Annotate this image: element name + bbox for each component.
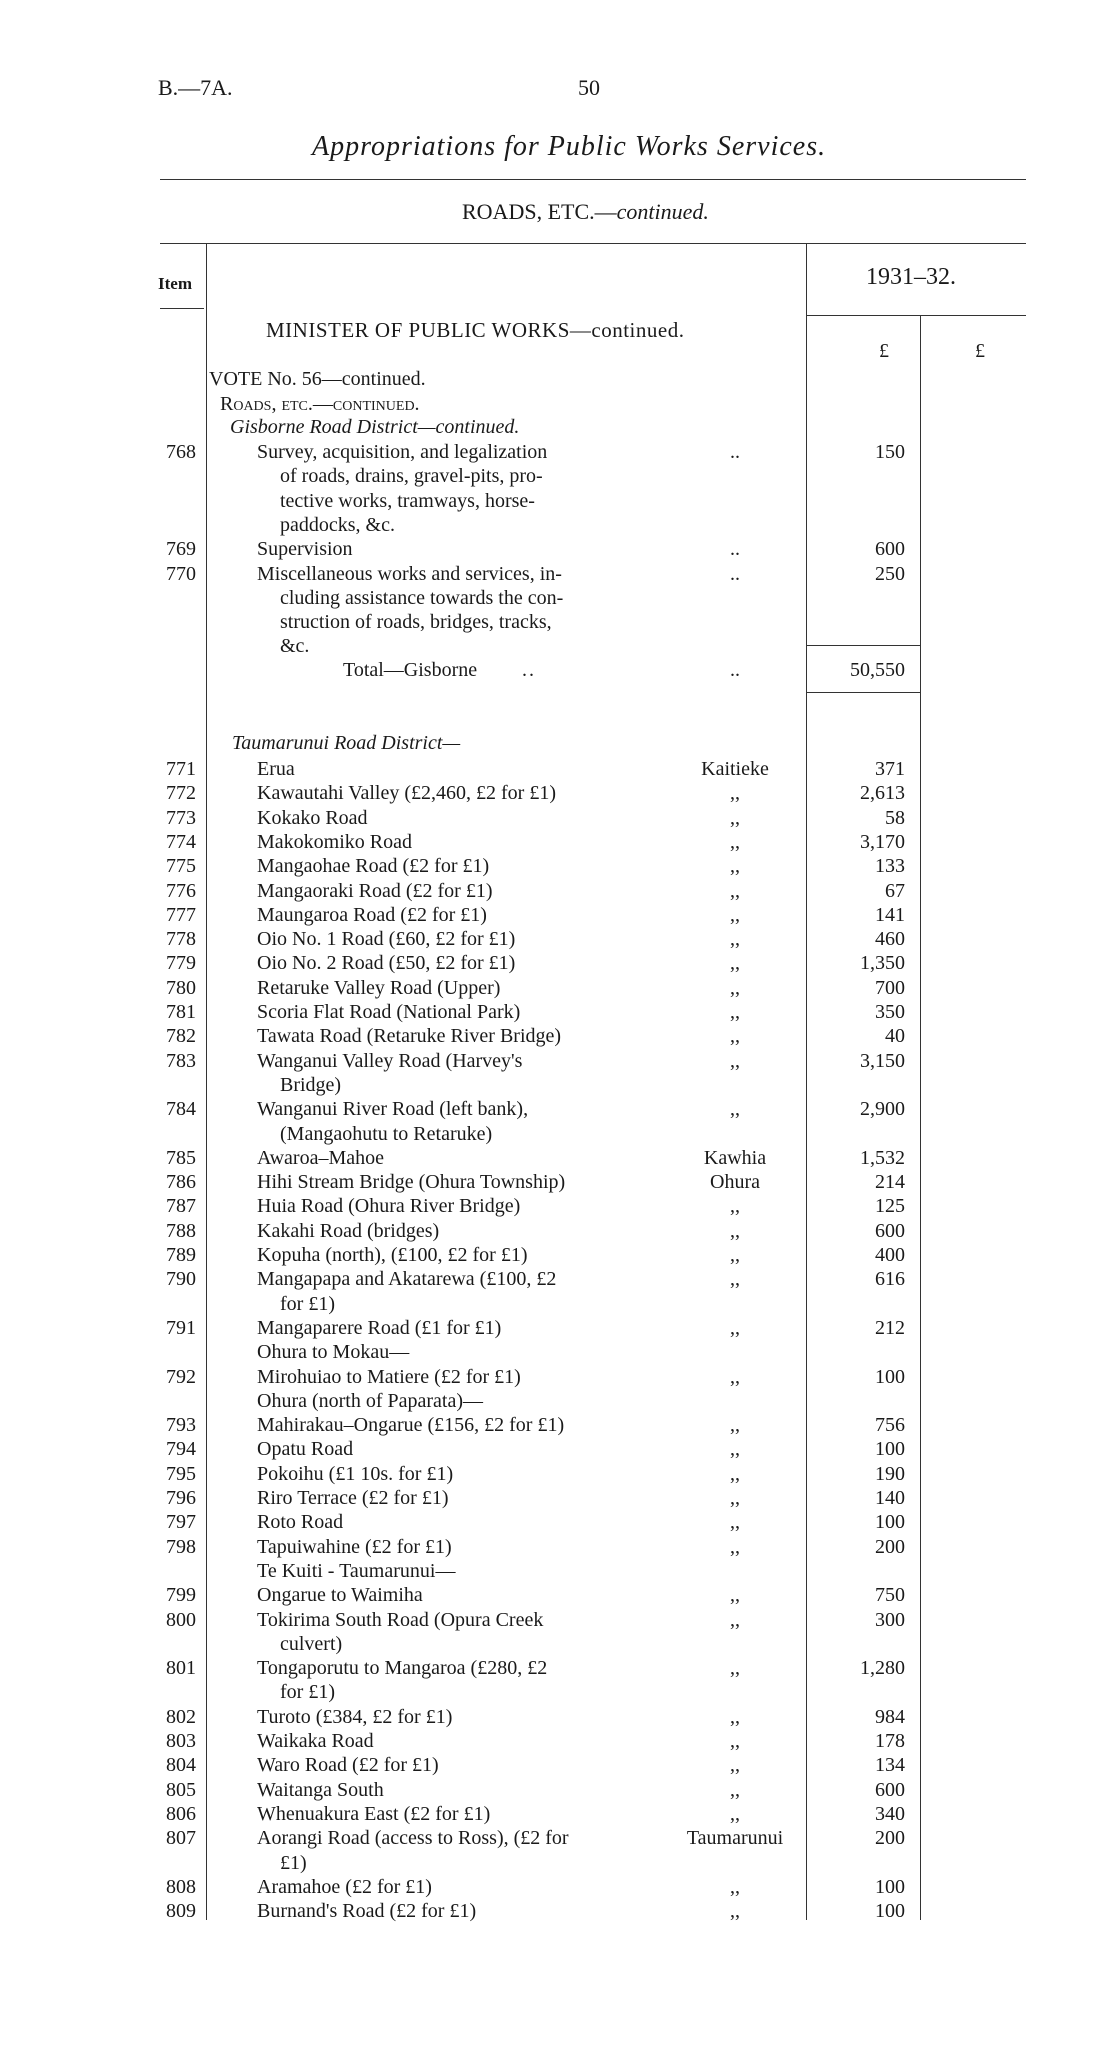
item-description: Mangaohae Road (£2 for £1) xyxy=(257,855,490,878)
amount-value: 40 xyxy=(885,1025,905,1048)
amount-value: 1,280 xyxy=(860,1657,905,1680)
district-name: ,, xyxy=(730,1875,740,1898)
district-name: ,, xyxy=(730,1098,740,1121)
district-name: ,, xyxy=(730,1705,740,1728)
item-description: Aorangi Road (access to Ross), (£2 for xyxy=(257,1827,569,1850)
item-number: 798 xyxy=(166,1535,196,1558)
item-number: 784 xyxy=(166,1098,196,1121)
district-name: Kaitieke xyxy=(701,758,769,780)
district-name: ,, xyxy=(730,1778,740,1801)
district-name: ,, xyxy=(730,1900,740,1923)
amount-value: 700 xyxy=(875,976,905,999)
item-number: 793 xyxy=(166,1414,196,1437)
item-description: tective works, tramways, horse- xyxy=(280,489,535,512)
item-description: Turoto (£384, £2 for £1) xyxy=(257,1705,453,1728)
item-number: 779 xyxy=(166,952,196,975)
amount-value: 100 xyxy=(875,1511,905,1534)
item-number: 770 xyxy=(166,562,196,585)
item-description: (Mangaohutu to Retaruke) xyxy=(280,1122,493,1145)
district-name: ,, xyxy=(730,1219,740,1242)
item-description: paddocks, &c. xyxy=(280,513,395,536)
item-description: Miscellaneous works and services, in- xyxy=(257,562,562,585)
district-name: ,, xyxy=(730,1244,740,1266)
document-reference: B.—7A. xyxy=(158,75,233,100)
item-description: Mangaoraki Road (£2 for £1) xyxy=(257,879,493,902)
amount-value: 756 xyxy=(875,1414,905,1437)
item-description: Opatu Road xyxy=(257,1438,354,1461)
total-dots: .. xyxy=(522,659,536,681)
amount-value: 371 xyxy=(875,758,905,780)
item-number: 785 xyxy=(166,1146,196,1169)
district-name: ,, xyxy=(730,903,740,926)
total-amount: 50,550 xyxy=(850,659,905,681)
item-description: culvert) xyxy=(280,1632,343,1655)
amount-value: 600 xyxy=(875,1219,905,1242)
amount-value: 100 xyxy=(875,1365,905,1388)
district-name: ,, xyxy=(730,1001,740,1023)
page-title: Appropriations for Public Works Services. xyxy=(312,131,827,162)
ministry-heading-text: MINISTER OF PUBLIC WORKS—continued. xyxy=(266,318,685,342)
item-number: 769 xyxy=(166,538,196,561)
amount-value: 350 xyxy=(875,1001,905,1023)
amount-value: 150 xyxy=(875,441,905,463)
item-number: 796 xyxy=(166,1487,196,1509)
amount-divider xyxy=(920,315,921,1920)
amount-value: 600 xyxy=(875,538,905,561)
district-name: ,, xyxy=(730,1730,740,1752)
year-column-header: 1931–32. xyxy=(866,264,956,290)
title-rule xyxy=(160,179,1026,180)
item-number: 790 xyxy=(166,1268,196,1291)
item-description: Bridge) xyxy=(280,1073,342,1096)
district-heading: Taumarunui Road District— xyxy=(232,732,461,754)
item-description: Mangaparere Road (£1 for £1) xyxy=(257,1316,502,1339)
item-description: Aramahoe (£2 for £1) xyxy=(257,1875,432,1898)
item-description: £1) xyxy=(280,1851,307,1874)
item-number: 774 xyxy=(166,830,196,853)
amount-value: 3,150 xyxy=(860,1049,905,1072)
district-name: ,, xyxy=(730,1535,740,1558)
item-description: Kopuha (north), (£100, £2 for £1) xyxy=(257,1244,528,1266)
district-name: ,, xyxy=(730,1438,740,1461)
item-description: Whenuakura East (£2 for £1) xyxy=(257,1802,491,1825)
item-description: struction of roads, bridges, tracks, xyxy=(280,611,552,634)
item-number: 778 xyxy=(166,928,196,951)
pound-sign-first: £ xyxy=(879,340,889,362)
district-name: Kawhia xyxy=(703,1146,767,1169)
item-number: 802 xyxy=(166,1705,196,1728)
vote-heading: VOTE No. 56—continued. xyxy=(209,368,426,390)
total-underline xyxy=(806,692,920,693)
amount-value: 190 xyxy=(875,1462,905,1485)
amount-value: 616 xyxy=(875,1268,905,1291)
item-description: Survey, acquisition, and legalization xyxy=(257,441,548,463)
item-description: of roads, drains, gravel-pits, pro- xyxy=(280,465,543,488)
district-name: ,, xyxy=(730,1025,740,1048)
district-name: ,, xyxy=(730,1365,740,1388)
district-name: ,, xyxy=(730,976,740,999)
item-number: 795 xyxy=(166,1462,196,1485)
item-description: Wanganui Valley Road (Harvey's xyxy=(257,1049,523,1072)
item-number: 780 xyxy=(166,976,196,999)
table-top-rule xyxy=(160,243,1026,244)
item-description: Supervision xyxy=(257,538,353,561)
item-number: 808 xyxy=(166,1875,196,1898)
amount-value: 100 xyxy=(875,1438,905,1461)
item-divider-line xyxy=(206,243,207,1920)
item-description: Scoria Flat Road (National Park) xyxy=(257,1001,521,1023)
district-name: .. xyxy=(730,538,740,561)
item-description: Tapuiwahine (£2 for £1) xyxy=(257,1535,452,1558)
district-name: ,, xyxy=(730,1511,740,1534)
item-number: 803 xyxy=(166,1730,196,1752)
item-description: Kawautahi Valley (£2,460, £2 for £1) xyxy=(257,782,557,805)
subhead-heading: Roads, etc.—continued. xyxy=(220,393,420,415)
item-description: Waro Road (£2 for £1) xyxy=(257,1754,439,1777)
amount-value: 58 xyxy=(885,806,905,829)
item-description: Tokirima South Road (Opura Creek xyxy=(257,1608,544,1631)
item-description: Oio No. 2 Road (£50, £2 for £1) xyxy=(257,952,516,975)
item-number: 782 xyxy=(166,1025,196,1048)
row-subheading: Te Kuiti - Taumarunui— xyxy=(257,1559,456,1582)
district-name: ,, xyxy=(730,1584,740,1607)
amount-value: 340 xyxy=(875,1802,905,1825)
amount-value: 100 xyxy=(875,1900,905,1923)
item-number: 792 xyxy=(166,1365,196,1388)
item-description: Burnand's Road (£2 for £1) xyxy=(257,1900,477,1923)
amount-value: 1,350 xyxy=(860,952,905,975)
item-number: 776 xyxy=(166,879,196,902)
item-description: Huia Road (Ohura River Bridge) xyxy=(257,1195,521,1218)
pound-sign-second: £ xyxy=(975,340,985,362)
district-name: ,, xyxy=(730,830,740,853)
district-name: ,, xyxy=(730,806,740,829)
item-description: Erua xyxy=(257,758,295,780)
item-description: &c. xyxy=(280,635,310,658)
district-name: ,, xyxy=(730,1462,740,1485)
section-heading: ROADS, ETC.—continued. xyxy=(462,199,709,224)
district-name: ,, xyxy=(730,1754,740,1777)
amount-value: 600 xyxy=(875,1778,905,1801)
district-name: ,, xyxy=(730,952,740,975)
year-header-rule xyxy=(806,315,1026,316)
item-number: 807 xyxy=(166,1827,196,1850)
total-district-dots: .. xyxy=(730,659,740,681)
item-description: Ongarue to Waimiha xyxy=(257,1584,423,1607)
item-description: Waitanga South xyxy=(257,1778,384,1801)
amount-value: 200 xyxy=(875,1535,905,1558)
amount-value: 750 xyxy=(875,1584,905,1607)
item-number: 775 xyxy=(166,855,196,878)
amount-value: 140 xyxy=(875,1487,905,1509)
district-name: ,, xyxy=(730,1657,740,1680)
item-description: Tongaporutu to Mangaroa (£280, £2 xyxy=(257,1657,548,1680)
district-name: ,, xyxy=(730,1414,740,1437)
item-description: Makokomiko Road xyxy=(257,830,412,853)
item-number: 801 xyxy=(166,1657,196,1680)
item-number: 797 xyxy=(166,1511,196,1534)
row-subheading: Ohura to Mokau— xyxy=(257,1341,410,1364)
item-number: 800 xyxy=(166,1608,196,1631)
amount-value: 67 xyxy=(885,879,905,902)
item-number: 777 xyxy=(166,903,196,926)
amount-value: 178 xyxy=(875,1730,905,1752)
item-description: Retaruke Valley Road (Upper) xyxy=(257,976,501,999)
district-name: ,, xyxy=(730,1049,740,1072)
district-heading: Gisborne Road District—continued. xyxy=(230,416,520,438)
district-name: ,, xyxy=(730,1802,740,1825)
district-name: ,, xyxy=(730,1316,740,1339)
amount-value: 200 xyxy=(875,1827,905,1850)
amount-value: 125 xyxy=(875,1195,905,1218)
item-number: 794 xyxy=(166,1438,196,1461)
item-number: 806 xyxy=(166,1802,196,1825)
district-name: .. xyxy=(730,562,740,585)
district-name: ,, xyxy=(730,855,740,878)
item-description: Oio No. 1 Road (£60, £2 for £1) xyxy=(257,928,516,951)
item-description: Mahirakau–Ongarue (£156, £2 for £1) xyxy=(257,1414,565,1437)
item-description: cluding assistance towards the con- xyxy=(280,586,564,609)
item-number: 781 xyxy=(166,1001,196,1023)
page-number: 50 xyxy=(578,75,600,100)
amount-value: 300 xyxy=(875,1608,905,1631)
item-number: 809 xyxy=(166,1900,196,1923)
item-number: 788 xyxy=(166,1219,196,1242)
district-name: ,, xyxy=(730,928,740,951)
row-subheading: Ohura (north of Paparata)— xyxy=(257,1389,484,1412)
amount-value: 141 xyxy=(875,903,905,926)
item-description: for £1) xyxy=(280,1292,335,1315)
district-name: .. xyxy=(730,441,740,463)
amount-value: 460 xyxy=(875,928,905,951)
item-description: Tawata Road (Retaruke River Bridge) xyxy=(257,1025,562,1048)
item-number: 799 xyxy=(166,1584,196,1607)
item-number: 791 xyxy=(166,1316,196,1339)
item-number: 786 xyxy=(166,1171,196,1194)
item-description: Waikaka Road xyxy=(257,1730,374,1752)
item-number: 805 xyxy=(166,1778,196,1801)
amount-value: 212 xyxy=(875,1316,905,1339)
item-number: 771 xyxy=(166,758,196,780)
amount-value: 134 xyxy=(875,1754,905,1777)
item-column-header: Item xyxy=(158,274,192,293)
ministry-heading xyxy=(266,318,684,343)
district-name: ,, xyxy=(730,879,740,902)
amount-value: 100 xyxy=(875,1875,905,1898)
item-number: 783 xyxy=(166,1049,196,1072)
item-number: 773 xyxy=(166,806,196,829)
item-number: 789 xyxy=(166,1244,196,1266)
amount-value: 400 xyxy=(875,1244,905,1266)
amount-value: 133 xyxy=(875,855,905,878)
item-description: Awaroa–Mahoe xyxy=(257,1146,385,1169)
district-name: ,, xyxy=(730,1608,740,1631)
item-description: for £1) xyxy=(280,1681,335,1704)
district-name: Ohura xyxy=(710,1171,760,1194)
total-rule xyxy=(806,645,920,646)
district-name: Taumarunui xyxy=(686,1827,784,1850)
item-description: Riro Terrace (£2 for £1) xyxy=(257,1487,449,1509)
item-description: Pokoihu (£1 10s. for £1) xyxy=(257,1462,454,1485)
item-number: 804 xyxy=(166,1754,196,1777)
amount-value: 2,900 xyxy=(860,1098,905,1121)
amount-value: 250 xyxy=(875,562,905,585)
district-name: ,, xyxy=(730,1195,740,1218)
item-description: Kakahi Road (bridges) xyxy=(257,1219,440,1242)
item-description: Hihi Stream Bridge (Ohura Township) xyxy=(257,1171,566,1194)
district-name: ,, xyxy=(730,782,740,805)
item-header-rule xyxy=(160,308,204,309)
amount-value: 984 xyxy=(875,1705,905,1728)
district-name: ,, xyxy=(730,1487,740,1509)
amount-value: 3,170 xyxy=(860,830,905,853)
item-description: Mirohuiao to Matiere (£2 for £1) xyxy=(257,1365,521,1388)
item-number: 772 xyxy=(166,782,196,805)
item-description: Kokako Road xyxy=(257,806,368,829)
item-description: Maungaroa Road (£2 for £1) xyxy=(257,903,487,926)
amount-value: 1,532 xyxy=(860,1146,905,1169)
item-description: Mangapapa and Akatarewa (£100, £2 xyxy=(257,1268,557,1291)
item-description: Roto Road xyxy=(257,1511,344,1534)
district-name: ,, xyxy=(730,1268,740,1291)
amount-value: 214 xyxy=(875,1171,905,1194)
amount-value: 2,613 xyxy=(860,782,905,805)
total-label: Total—Gisborne xyxy=(343,659,478,681)
item-description: Wanganui River Road (left bank), xyxy=(257,1098,529,1121)
item-number: 768 xyxy=(166,441,196,463)
item-number: 787 xyxy=(166,1195,196,1218)
